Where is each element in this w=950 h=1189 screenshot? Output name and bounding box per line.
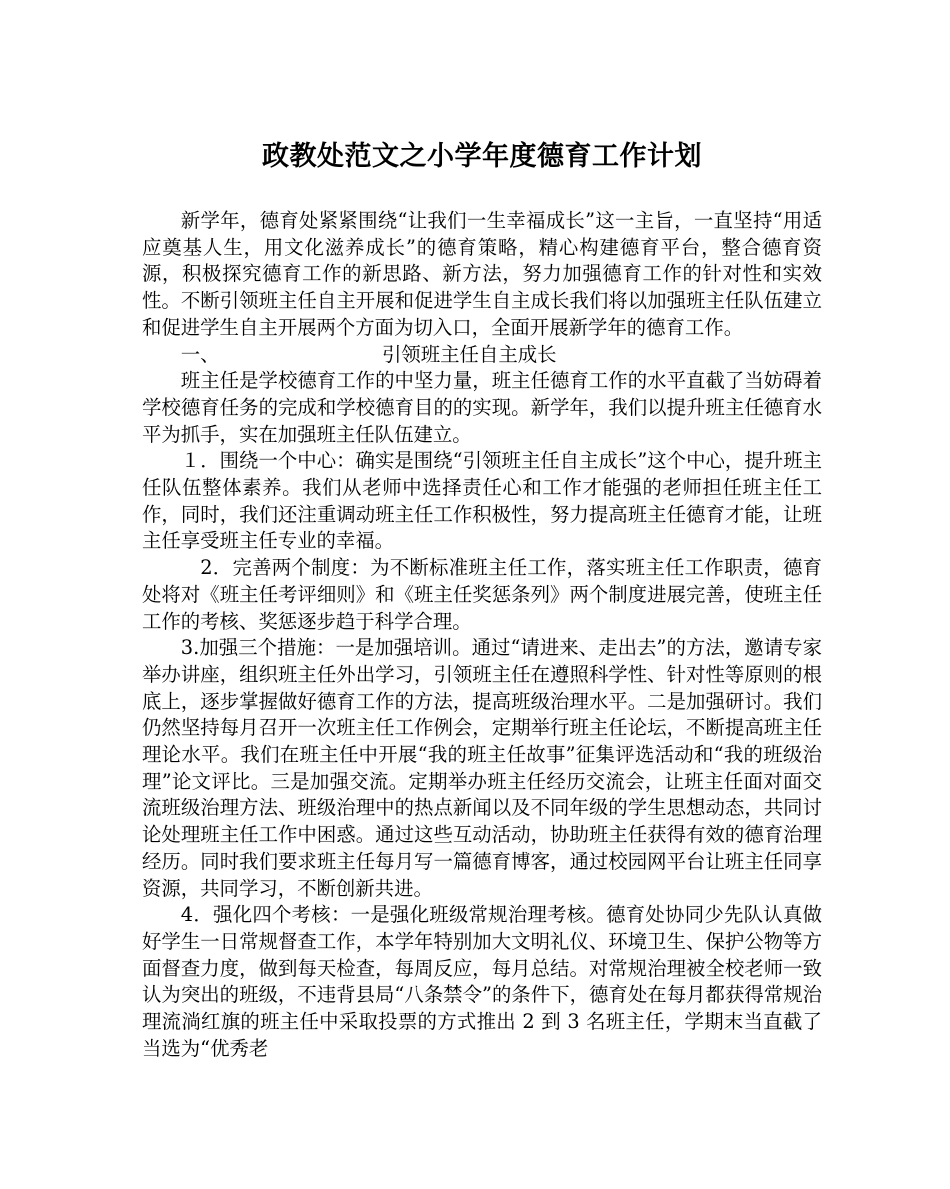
item-3-paragraph: 3.加强三个措施：一是加强培训。通过“请进来、走出去”的方法，邀请专家举办讲座，组织班主任外出学习，引领班主任在遵照科学性、针对性等原则的根底上，逐步掌握做好德育工作的方法，提高班级治理水平。二是加强研讨。我们仍然坚持每月召开一次班主任工作例会，定期举行班主任论坛，不断提高班主任理论水平。我们在班主任中开展“我的班主任故事”征集评选活动和“我的班级治理”论文评比。三是加强交流。定期举办班主任经历交流会，让班主任面对面交流班级治理方法、班级治理中的热点新闻以及不同年级的学生思想动态，共同讨论处理班主任工作中困惑。通过这些互动活动，协助班主任获得有效的德育治理经历。同时我们要求班主任每月写一篇德育博客，通过校园网平台让班主任同享资源，共同学习，不断创新共进。 <box>142 636 822 900</box>
section-title: 引领班主任自主成长 <box>382 342 557 366</box>
item-1-paragraph: １．围绕一个中心：确实是围绕“引领班主任自主成长”这个中心，提升班主任队伍整体素养。我们从老师中选择责任心和工作才能强的老师担任班主任工作，同时，我们还注重调动班主任工作积极性，努力提高班主任德育才能，让班主任享受班主任专业的幸福。 <box>142 449 822 553</box>
section-heading <box>142 342 822 369</box>
intro-paragraph: 新学年，德育处紧紧围绕“让我们一生幸福成长”这一主旨，一直坚持“用适应奠基人生，用文化滋养成长”的德育策略，精心构建德育平台，整合德育资源，积极探究德育工作的新思路、新方法，努力加强德育工作的针对性和实效性。不断引领班主任自主开展和促进学生自主成长我们将以加强班主任队伍建立和促进学生自主开展两个方面为切入口，全面开展新学年的德育工作。 <box>142 209 822 339</box>
item-2-paragraph: 2．完善两个制度：为不断标准班主任工作，落实班主任工作职责，德育处将对《班主任考评细则》和《班主任奖惩条列》两个制度进展完善，使班主任工作的考核、奖惩逐步趋于科学合理。 <box>142 556 822 633</box>
document-title: 政教处范文之小学年度德育工作计划 <box>262 141 702 172</box>
item-4-paragraph: 4．强化四个考核：一是强化班级常规治理考核。德育处协同少先队认真做好学生一日常规督查工作，本学年特别加大文明礼仪、环境卫生、保护公物等方面督查力度，做到每天检查，每周反应，每月总结。对常规治理被全校老师一致认为突出的班级，不违背县局“八条禁令”的条件下，德育处在每月都获得常规治理流淌红旗的班主任中采取投票的方式推出 2 到 3 名班主任，学期末当直截了当选为“优秀老 <box>142 903 822 1060</box>
section-intro-paragraph: 班主任是学校德育工作的中坚力量，班主任德育工作的水平直截了当妨碍着学校德育任务的完成和学校德育目的的实现。新学年，我们以提升班主任德育水平为抓手，实在加强班主任队伍建立。 <box>142 369 822 446</box>
section-number: 一、 <box>180 342 220 366</box>
document-body <box>142 208 822 1063</box>
